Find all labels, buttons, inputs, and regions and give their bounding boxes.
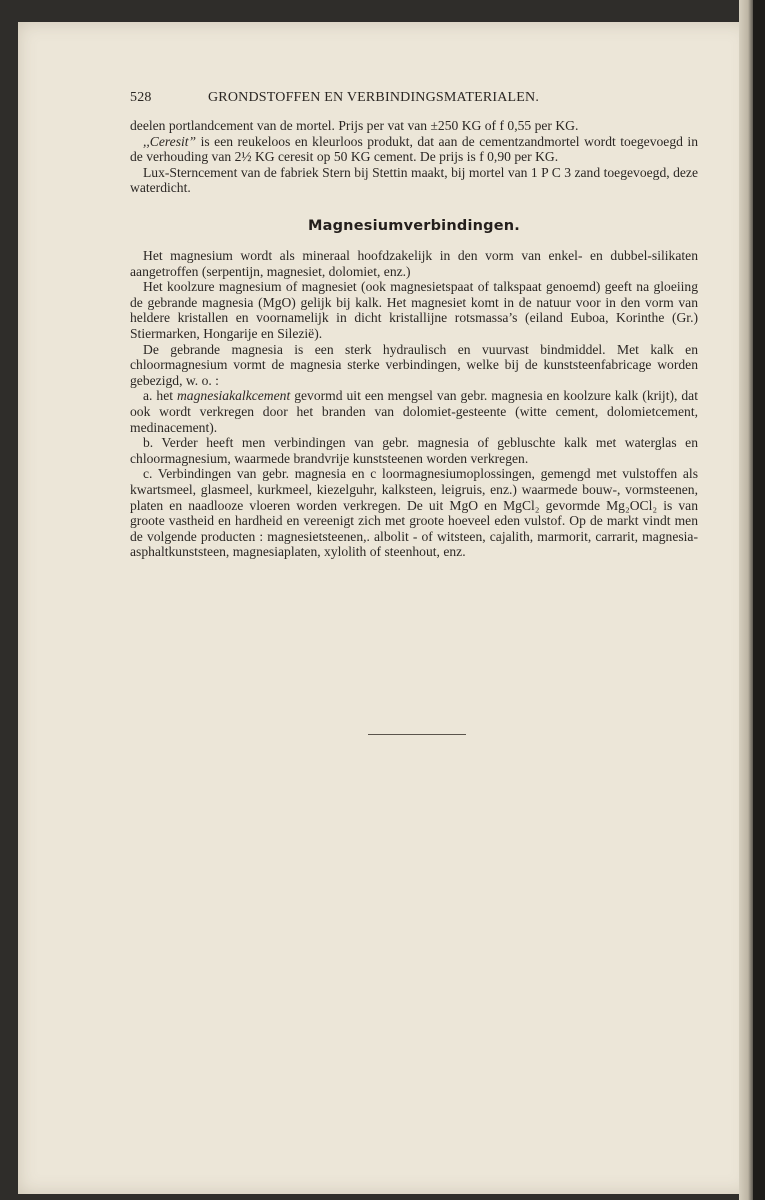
section-heading: Magnesiumverbindingen. xyxy=(307,218,520,234)
running-title: GRONDSTOFFEN EN VERBINDINGSMATERIALEN. xyxy=(208,90,540,105)
paragraph: Lux-Sterncement van de fabriek Stern bij Stettin maakt, bij mortel van 1 P C 3 zand toegevoegd, deze waterdicht. xyxy=(130,164,698,196)
book-spine xyxy=(753,0,765,1200)
list-item-c: c. Verbindingen van gebr. magnesia en c loormagnesiumoplossingen, gemengd met vulstoffen als kwartsmeel, glasmeel, kurkmeel, kiezelguhr, kalksteen, leigruis, enz.) waarmede bouw-, vormsteenen, platen en naadlooze vloeren worden verkregen. De uit MgO en MgCl₂ gevormde Mg₂OCl₂ is van groote vastheid en hardheid en vereenigt zich met groote hoeveel eden vulstof. Op de markt vindt men de volgende producten : magnesietsteenen,. albolit - of witsteen, cajalith, marmorit, carrarit, magnesia-asphaltkunststeen, magnesiaplaten, xylolith of steenhout, enz. xyxy=(130,466,698,560)
paragraph: Het koolzure magnesium of magnesiet (ook magnesietspaat of talkspaat genoemd) geeft na gloeiing de gebrande magnesia (MgO) gelijk bij kalk. Het magnesiet komt in de natuur voor in den vorm van heldere kristallen en voornamelijk in dicht kristallijne rotsmassa’s (eiland Euboa, Korinthe (Gr.) Stiermarken, Hongarije en Silezië). xyxy=(130,279,698,341)
paragraph: deelen portlandcement van de mortel. Prijs per vat van ±250 KG of f 0,55 per KG. xyxy=(130,118,579,133)
intro-text xyxy=(130,118,698,196)
page-number: 528 xyxy=(130,90,152,105)
ceresit-term: ,,Ceresit” xyxy=(143,133,197,149)
page-edge xyxy=(739,0,754,1200)
running-header xyxy=(130,90,700,106)
paragraph: ,,Ceresit” is een reukeloos en kleurloos produkt, dat aan de cementzandmortel wordt toegevoegd in de verhouding van 2½ KG ceresit op 50 KG cement. De prijs is f 0,90 per KG. xyxy=(130,133,698,165)
paragraph: De gebrande magnesia is een sterk hydraulisch en vuurvast bindmiddel. Met kalk en chloormagnesium vormt de magnesia sterke verbindingen, welke bij de kunststeenfabricage worden gebezigd, w. o. : xyxy=(130,341,698,388)
section-end-rule xyxy=(368,734,466,735)
book-page xyxy=(18,22,750,1194)
section-text xyxy=(130,248,698,560)
list-item-a: a. het magnesiakalkcement gevormd uit een mengsel van gebr. magnesia en koolzure kalk (krijt), dat ook wordt verkregen door het branden van dolomiet-gesteente (witte cement, dolomietcement, medinacement). xyxy=(130,388,698,435)
paragraph: Het magnesium wordt als mineraal hoofdzakelijk in den vorm van enkel- en dubbel-silikaten aangetroffen (serpentijn, magnesiet, dolomiet, enz.) xyxy=(130,248,698,279)
list-item-b: b. Verder heeft men verbindingen van gebr. magnesia of gebluschte kalk met waterglas en chloormagnesium, waarmede brandvrije kunststeenen worden verkregen. xyxy=(130,435,698,466)
